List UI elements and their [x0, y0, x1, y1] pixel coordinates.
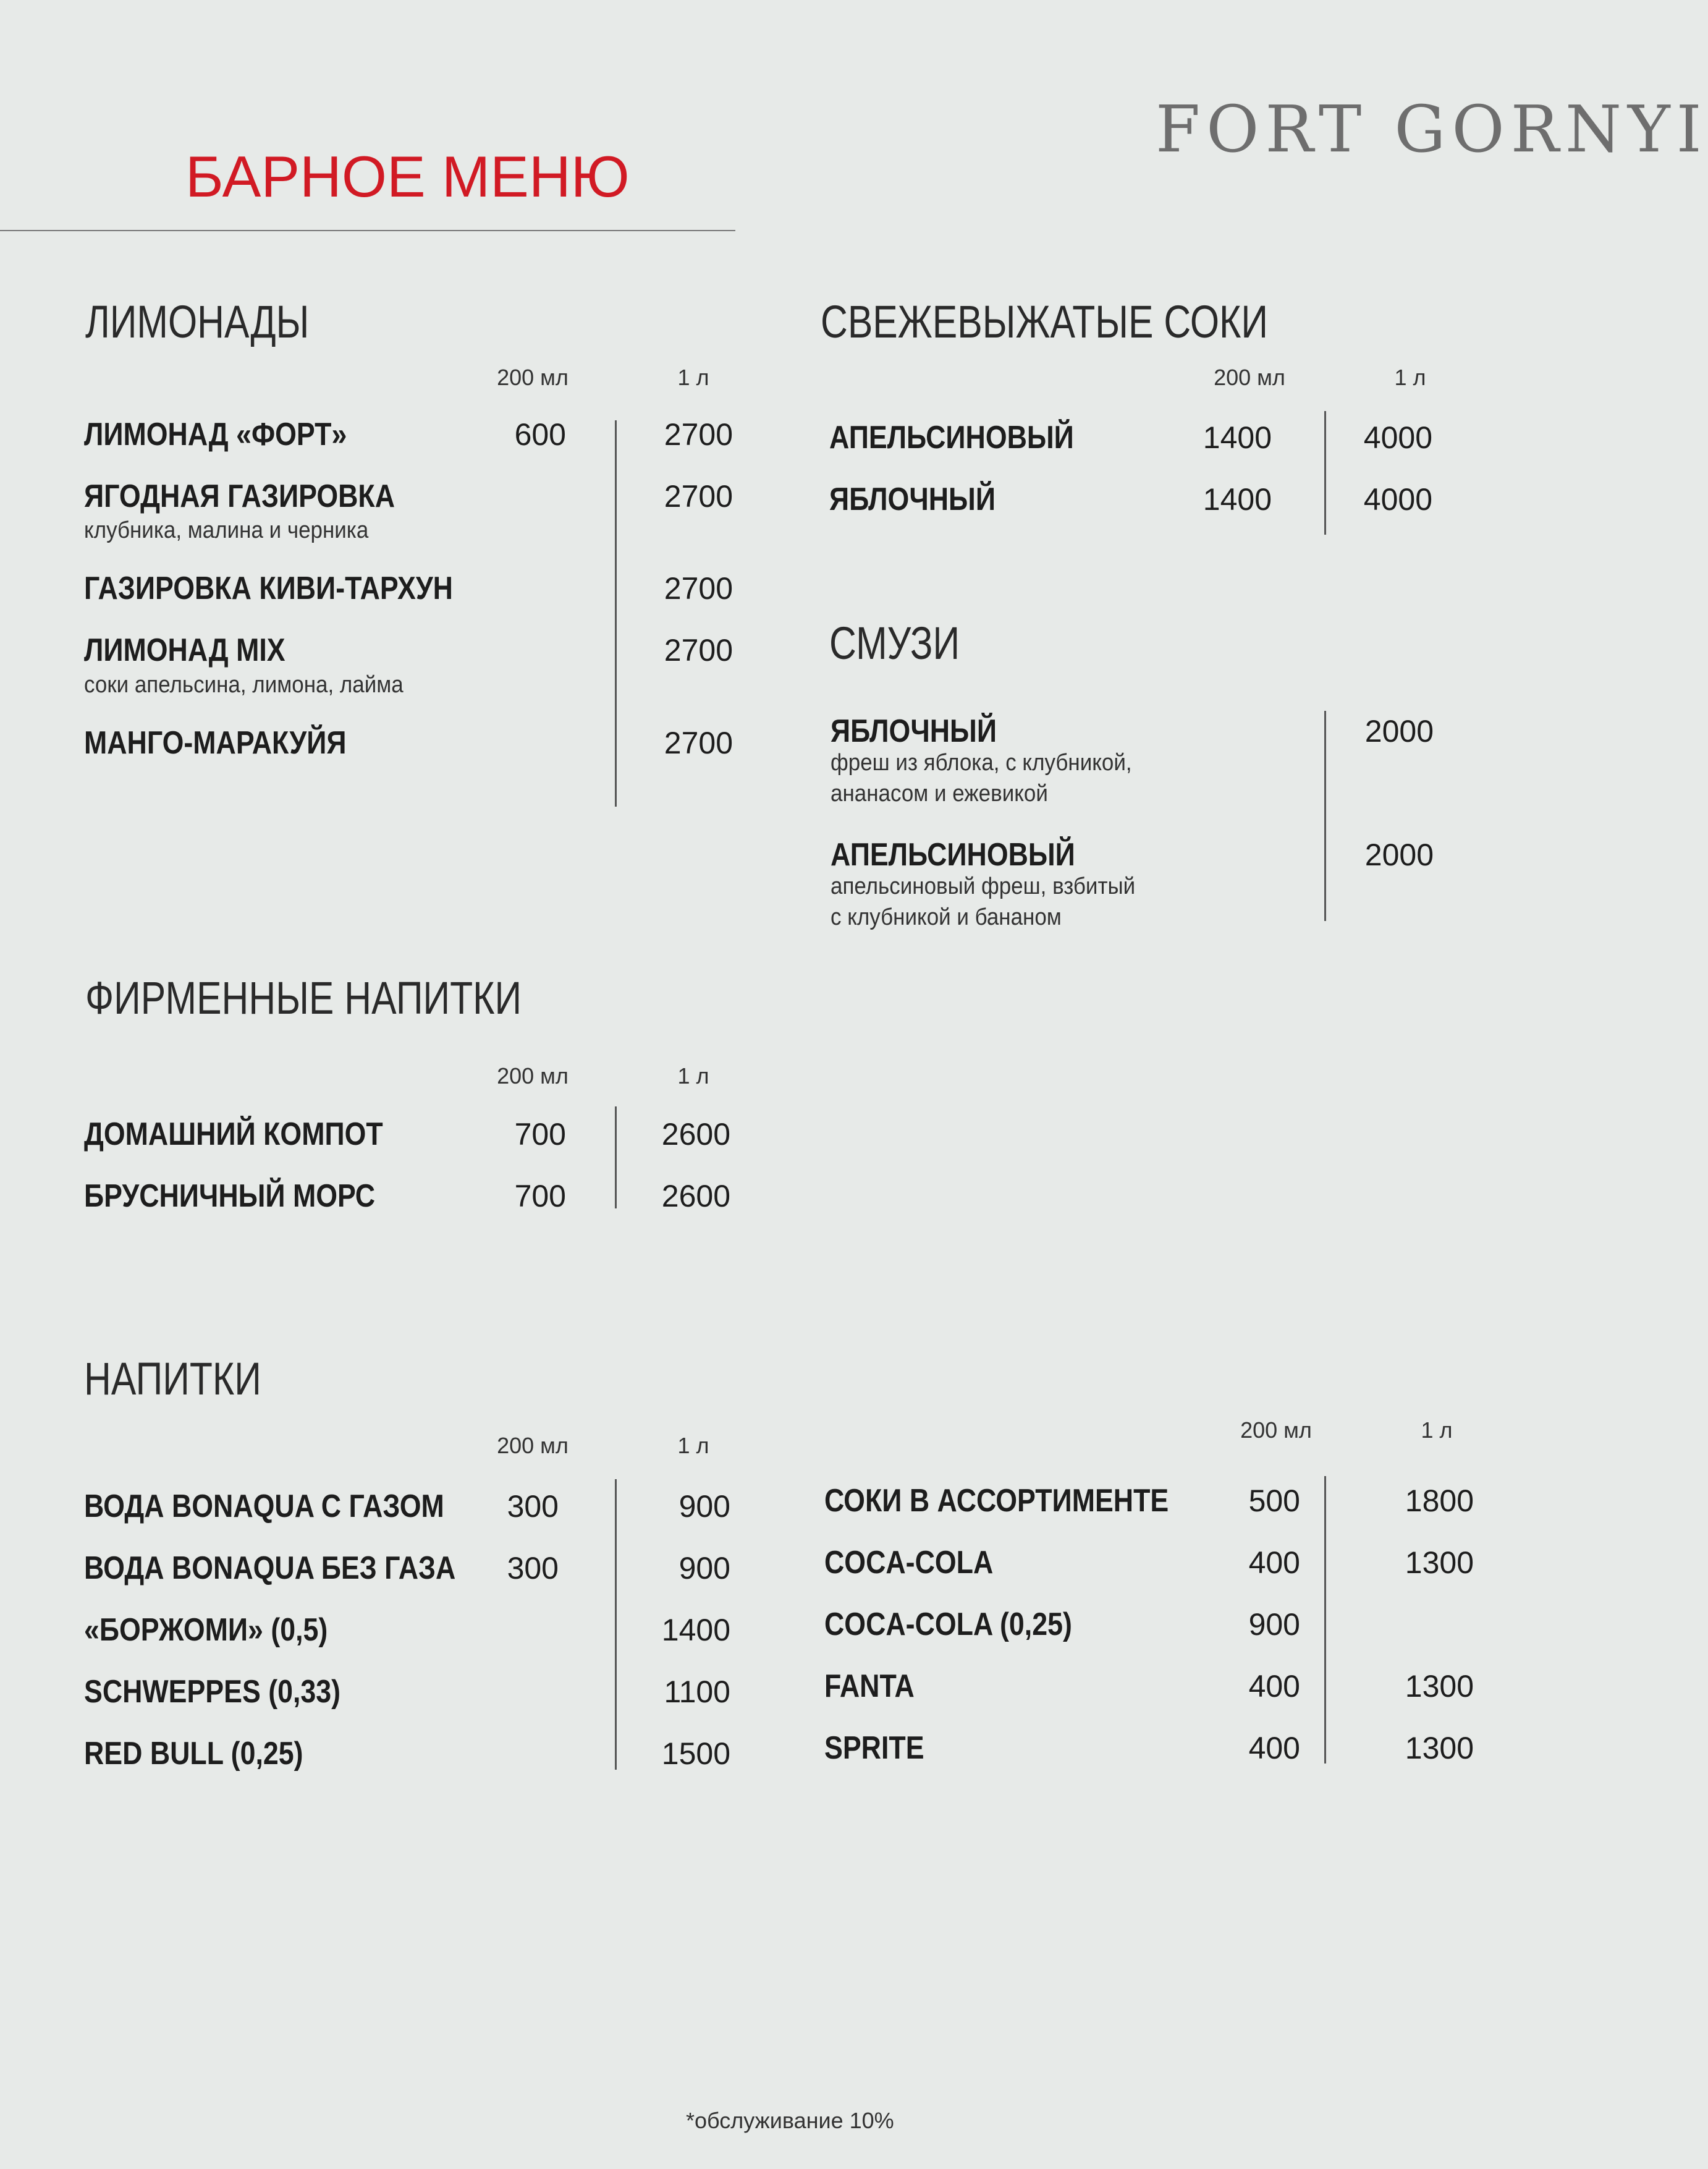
price-1l: 2700: [664, 726, 733, 760]
section-title-fresh-juices: СВЕЖЕВЫЖАТЫЕ СОКИ: [821, 296, 1268, 347]
price-200ml: 500: [1248, 1483, 1300, 1518]
column-header-200ml: 200 мл: [497, 365, 569, 390]
section-title-smoothies: СМУЗИ: [829, 618, 960, 669]
menu-item-name: SPRITE: [824, 1730, 924, 1766]
price-200ml: 400: [1248, 1669, 1300, 1704]
price-1l: 4000: [1363, 420, 1432, 455]
price-1l: 2700: [664, 479, 733, 514]
menu-item-name: ЛИМОНАД «ФОРТ»: [84, 417, 347, 452]
column-divider: [1324, 711, 1326, 921]
price-1l: 1300: [1405, 1731, 1474, 1765]
price-200ml: 1400: [1203, 482, 1272, 517]
column-header-200ml: 200 мл: [497, 1063, 569, 1089]
price-200ml: 700: [514, 1179, 566, 1213]
title-divider: [0, 230, 735, 231]
price-1l: 4000: [1363, 482, 1432, 517]
price-1l: 1300: [1405, 1545, 1474, 1580]
page-title: БАРНОЕ МЕНЮ: [185, 144, 630, 209]
column-header-1l: 1 л: [677, 1063, 709, 1089]
price-1l: 2700: [664, 633, 733, 668]
price-200ml: 400: [1248, 1731, 1300, 1765]
column-divider: [1324, 1476, 1326, 1764]
column-header-200ml: 200 мл: [1240, 1417, 1312, 1443]
menu-item-name: ЛИМОНАД MIX: [84, 632, 285, 668]
price-1l: 2700: [664, 571, 733, 606]
menu-item-description: апельсиновый фреш, взбитый: [831, 873, 1136, 899]
price-1l: 1500: [661, 1736, 730, 1771]
price: 2000: [1364, 838, 1434, 872]
menu-item-name: SCHWEPPES (0,33): [84, 1674, 341, 1710]
price-200ml: 600: [514, 417, 566, 452]
menu-item-description: с клубникой и бананом: [831, 904, 1062, 930]
menu-item-name: АПЕЛЬСИНОВЫЙ: [831, 837, 1075, 873]
menu-item-description: ананасом и ежевикой: [831, 781, 1048, 807]
price-200ml: 1400: [1203, 420, 1272, 455]
menu-item-name: МАНГО-МАРАКУЙЯ: [84, 725, 347, 761]
menu-item-description: соки апельсина, лимона, лайма: [84, 672, 404, 698]
price-1l: 2700: [664, 417, 733, 452]
price-1l: 2600: [661, 1179, 730, 1213]
column-divider: [1324, 411, 1326, 535]
price-1l: 1800: [1405, 1483, 1474, 1518]
menu-item-name: ГАЗИРОВКА КИВИ-ТАРХУН: [84, 571, 453, 606]
price-1l: 1100: [664, 1675, 730, 1709]
price-200ml: 900: [1248, 1607, 1300, 1642]
price-200ml: 300: [507, 1489, 559, 1524]
column-header-1l: 1 л: [677, 365, 709, 390]
menu-item-name: ЯБЛОЧНЫЙ: [829, 482, 996, 517]
menu-item-name: RED BULL (0,25): [84, 1736, 303, 1772]
menu-item-name: ЯГОДНАЯ ГАЗИРОВКА: [84, 478, 395, 514]
menu-item-name: АПЕЛЬСИНОВЫЙ: [829, 420, 1074, 456]
price-1l: 900: [679, 1489, 730, 1524]
price-1l: 1300: [1405, 1669, 1474, 1704]
price-1l: 1400: [661, 1613, 730, 1647]
column-divider: [615, 420, 617, 807]
menu-item-name: БРУСНИЧНЫЙ МОРС: [84, 1178, 376, 1214]
price-200ml: 400: [1248, 1545, 1300, 1580]
column-header-200ml: 200 мл: [497, 1433, 569, 1458]
menu-item-name: ВОДА BONAQUA БЕЗ ГАЗА: [84, 1550, 456, 1586]
brand-logo: FORT GORNYI: [1156, 91, 1708, 167]
section-title-signature-drinks: ФИРМЕННЫЕ НАПИТКИ: [85, 972, 522, 1024]
price-1l: 2600: [661, 1117, 730, 1152]
column-header-1l: 1 л: [677, 1433, 709, 1458]
menu-item-name: ЯБЛОЧНЫЙ: [831, 713, 997, 749]
price-200ml: 300: [507, 1551, 559, 1585]
price-1l: 900: [679, 1551, 730, 1585]
menu-item-name: COCA-COLA (0,25): [824, 1607, 1072, 1642]
menu-item-name: ВОДА BONAQUA С ГАЗОМ: [84, 1488, 444, 1524]
price: 2000: [1364, 714, 1434, 749]
section-title-drinks: НАПИТКИ: [84, 1353, 261, 1404]
menu-item-name: COCA-COLA: [824, 1545, 994, 1581]
section-title-lemonades: ЛИМОНАДЫ: [85, 296, 310, 347]
menu-item-name: СОКИ В АССОРТИМЕНТЕ: [824, 1483, 1169, 1519]
column-divider: [615, 1479, 617, 1770]
column-header-200ml: 200 мл: [1214, 365, 1285, 390]
menu-item-description: клубника, малина и черника: [84, 517, 369, 543]
menu-item-name: FANTA: [824, 1668, 915, 1704]
menu-item-name: ДОМАШНИЙ КОМПОТ: [84, 1116, 383, 1152]
column-header-1l: 1 л: [1394, 365, 1426, 390]
menu-item-description: фреш из яблока, с клубникой,: [831, 750, 1132, 776]
menu-item-name: «БОРЖОМИ» (0,5): [84, 1612, 328, 1648]
price-200ml: 700: [514, 1117, 566, 1152]
column-divider: [615, 1106, 617, 1208]
column-header-1l: 1 л: [1421, 1417, 1453, 1443]
service-charge-note: *обслуживание 10%: [686, 2108, 894, 2133]
